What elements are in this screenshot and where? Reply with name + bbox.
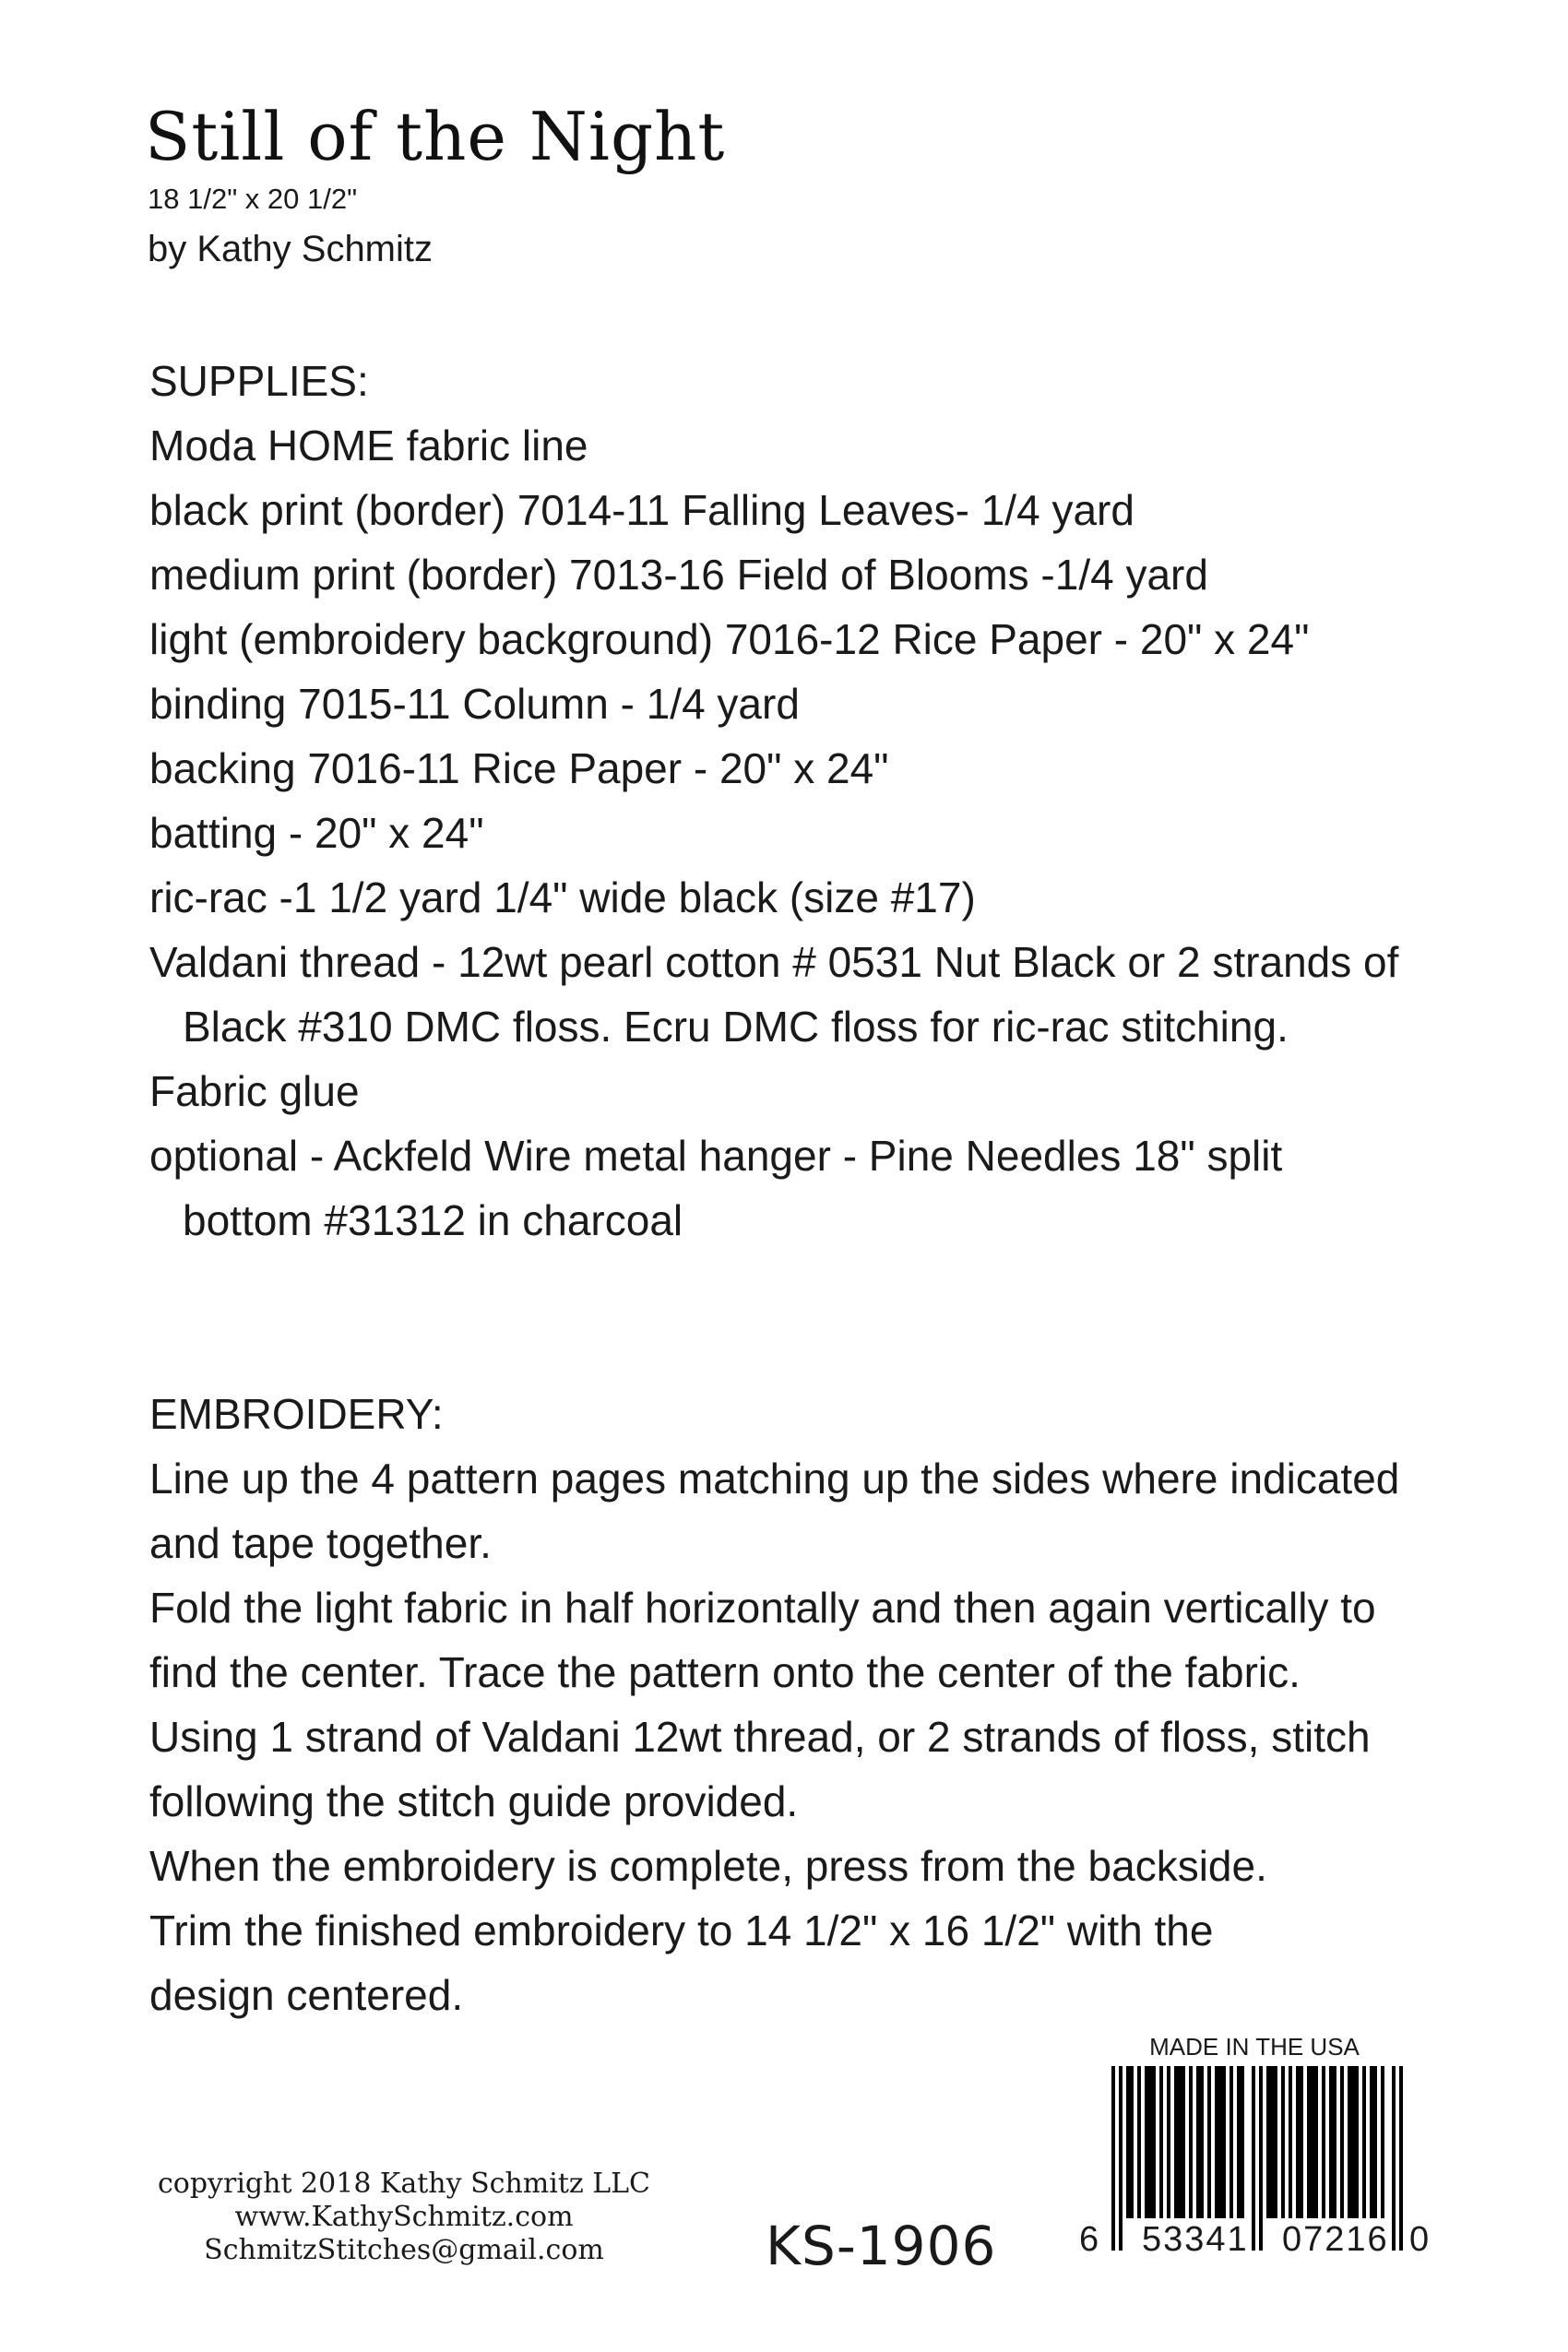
embroidery-line: Line up the 4 pattern pages matching up the sides where indicated (149, 1455, 1400, 1503)
embroidery-line: design centered. (149, 1971, 464, 2019)
supplies-line: optional - Ackfeld Wire metal hanger - Pine Needles 18" split (149, 1132, 1283, 1180)
email-link[interactable]: SchmitzStitches@gmail.com (204, 2234, 604, 2266)
embroidery-line: When the embroidery is complete, press from the backside. (149, 1842, 1267, 1890)
supplies-line: Fabric glue (149, 1067, 360, 1115)
embroidery-line: following the stitch guide provided. (149, 1777, 799, 1825)
footer-contact (146, 2168, 662, 2267)
supplies-line: ric-rac -1 1/2 yard 1/4" wide black (size #17) (149, 873, 976, 921)
supplies-line: batting - 20" x 24" (149, 809, 484, 857)
supplies-section (149, 349, 1398, 1253)
embroidery-line: Trim the finished embroidery to 14 1/2" x 16 1/2" with the (149, 1907, 1214, 1954)
author-line: by Kathy Schmitz (148, 229, 434, 269)
barcode-digits-right: 07216 (1282, 2220, 1389, 2259)
supplies-line: Moda HOME fabric line (149, 422, 588, 469)
supplies-line: light (embroidery background) 7016-12 Rice Paper - 20" x 24" (149, 615, 1310, 663)
barcode-digit-last: 0 (1409, 2220, 1430, 2259)
supplies-heading: SUPPLIES: (149, 357, 369, 405)
supplies-line: bottom #31312 in charcoal (183, 1196, 683, 1244)
embroidery-line: and tape together. (149, 1519, 492, 1567)
supplies-line: backing 7016-11 Rice Paper - 20" x 24" (149, 744, 889, 792)
pattern-code: KS-1906 (766, 2215, 997, 2277)
embroidery-line: find the center. Trace the pattern onto the center of the fabric. (149, 1648, 1301, 1696)
embroidery-heading: EMBROIDERY: (149, 1390, 444, 1438)
embroidery-line: Fold the light fabric in half horizontally and then again vertically to (149, 1584, 1376, 1632)
copyright-text: copyright 2018 Kathy Schmitz LLC (157, 2168, 651, 2200)
barcode-digits-left: 53341 (1142, 2220, 1249, 2259)
barcode-label: MADE IN THE USA (1149, 2033, 1360, 2061)
supplies-line: Valdani thread - 12wt pearl cotton # 0531 Nut Black or 2 strands of (149, 938, 1399, 986)
barcode-digit-first: 6 (1079, 2220, 1099, 2259)
supplies-line: black print (border) 7014-11 Falling Leaves- 1/4 yard (149, 486, 1134, 534)
supplies-line: medium print (border) 7013-16 Field of Blooms -1/4 yard (149, 551, 1208, 599)
website-link[interactable]: www.KathySchmitz.com (234, 2201, 574, 2233)
supplies-line: binding 7015-11 Column - 1/4 yard (149, 680, 800, 728)
supplies-line: Black #310 DMC floss. Ecru DMC floss for ric-rac stitching. (183, 1003, 1289, 1051)
pattern-title: Still of the Night (145, 98, 726, 175)
embroidery-line: Using 1 strand of Valdani 12wt thread, or 2 strands of floss, stitch (149, 1713, 1371, 1761)
finished-size: 18 1/2" x 20 1/2" (148, 183, 358, 215)
embroidery-section (149, 1382, 1399, 2027)
